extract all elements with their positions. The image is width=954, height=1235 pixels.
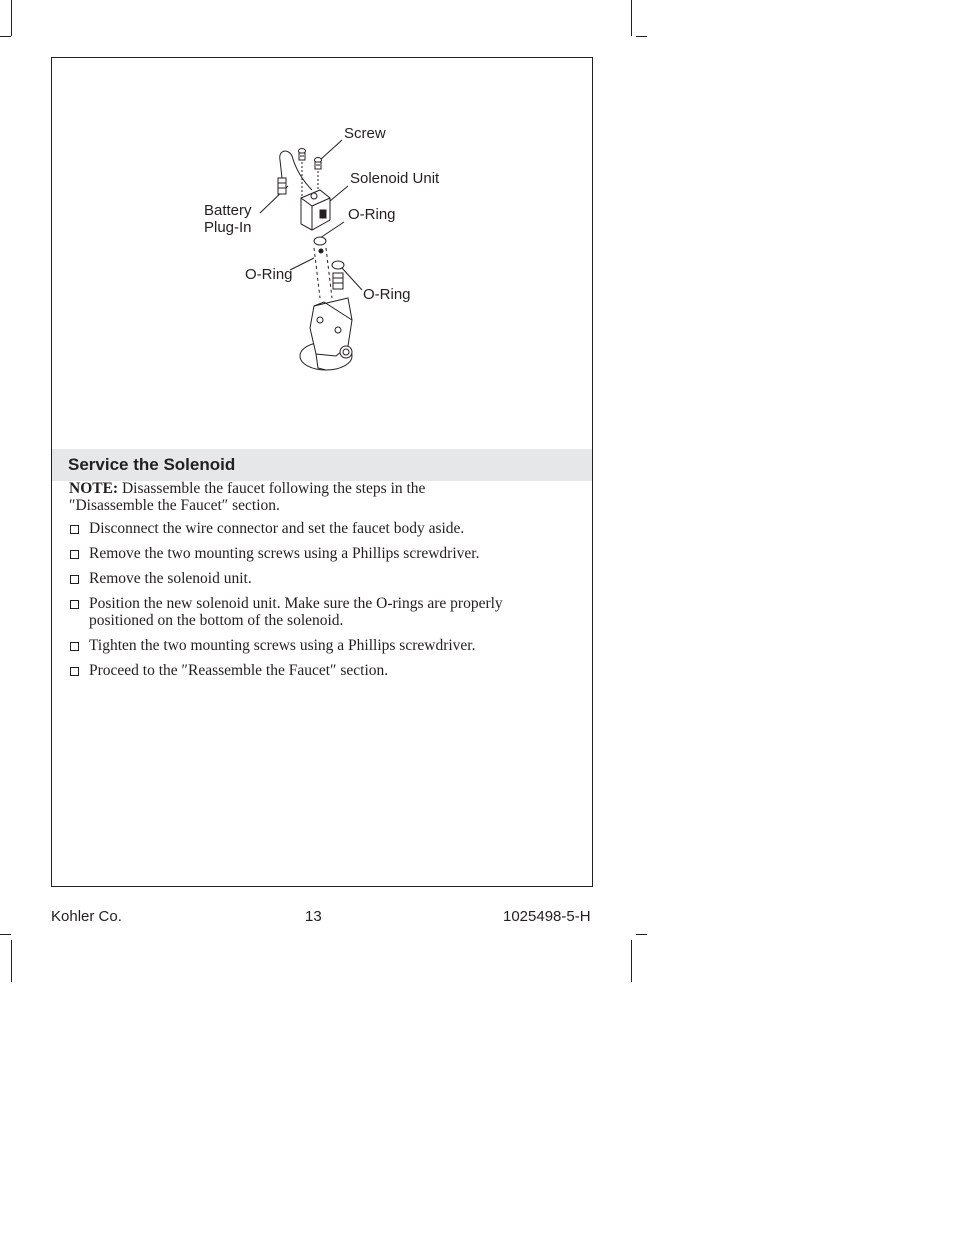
- crop-mark: [636, 934, 647, 935]
- list-item: [69, 595, 549, 629]
- list-item: [69, 570, 549, 587]
- checkbox-square-icon: [70, 550, 79, 559]
- oring-upper-leader-line: [320, 222, 344, 238]
- label-battery-line1: Battery: [204, 202, 252, 219]
- checkbox-square-icon: [70, 525, 79, 534]
- page-frame: [51, 57, 593, 887]
- step-text: Proceed to the ″Reassemble the Faucet″ section.: [89, 662, 389, 679]
- fitting-shape: [333, 273, 343, 289]
- step-text: Remove the two mounting screws using a Phillips screwdriver.: [89, 545, 480, 562]
- valve-body-shape: [300, 298, 352, 370]
- section-header: [52, 449, 592, 481]
- checkbox-square-icon: [70, 575, 79, 584]
- list-item: [69, 662, 549, 679]
- steps-list: [69, 520, 549, 687]
- step-text: Position the new solenoid unit. Make sure the O-rings are properly positioned on the bottom of the solenoid.: [89, 595, 503, 629]
- oring-left-leader-line: [290, 258, 314, 270]
- label-solenoid-unit: Solenoid Unit: [350, 170, 440, 187]
- label-battery-line2: Plug-In: [204, 219, 252, 236]
- screw-leader-line: [320, 140, 342, 160]
- list-item: [69, 545, 549, 562]
- checkbox-square-icon: [70, 667, 79, 676]
- label-oring-upper: O-Ring: [348, 206, 396, 223]
- battery-plug: [278, 178, 286, 194]
- oring-right-leader-line: [342, 268, 362, 290]
- note-label: NOTE:: [69, 480, 119, 497]
- checkbox-square-icon: [70, 642, 79, 651]
- crop-mark: [11, 0, 12, 36]
- crop-mark: [636, 36, 647, 37]
- crop-mark: [631, 940, 632, 982]
- list-item: [69, 520, 549, 537]
- list-item: [69, 637, 549, 654]
- footer-company: Kohler Co.: [51, 908, 122, 925]
- step-text: Disconnect the wire connector and set the faucet body aside.: [89, 520, 465, 537]
- crop-mark: [11, 940, 12, 982]
- screw-left: [299, 149, 306, 161]
- crop-mark: [0, 934, 11, 935]
- step-text: Remove the solenoid unit.: [89, 570, 252, 587]
- note-paragraph: [69, 480, 509, 514]
- label-oring-right: O-Ring: [363, 286, 411, 303]
- solenoid-exploded-diagram: [52, 58, 592, 398]
- oring-upper-shape: [314, 237, 326, 245]
- label-screw: Screw: [344, 125, 386, 142]
- label-oring-left: O-Ring: [245, 266, 293, 283]
- footer-doc-number: 1025498-5-H: [503, 908, 591, 925]
- crop-mark: [0, 36, 11, 37]
- oring-right-shape: [332, 261, 344, 269]
- step-text: Tighten the two mounting screws using a Phillips screwdriver.: [89, 637, 476, 654]
- screw-right: [315, 158, 322, 170]
- footer-page-number: 13: [305, 908, 322, 925]
- solenoid-unit-shape: [301, 190, 330, 230]
- crop-mark: [631, 0, 632, 36]
- section-title: Service the Solenoid: [68, 455, 236, 474]
- note-text: Disassemble the faucet following the steps in the ″Disassemble the Faucet″ section.: [69, 480, 426, 514]
- checkbox-square-icon: [70, 600, 79, 609]
